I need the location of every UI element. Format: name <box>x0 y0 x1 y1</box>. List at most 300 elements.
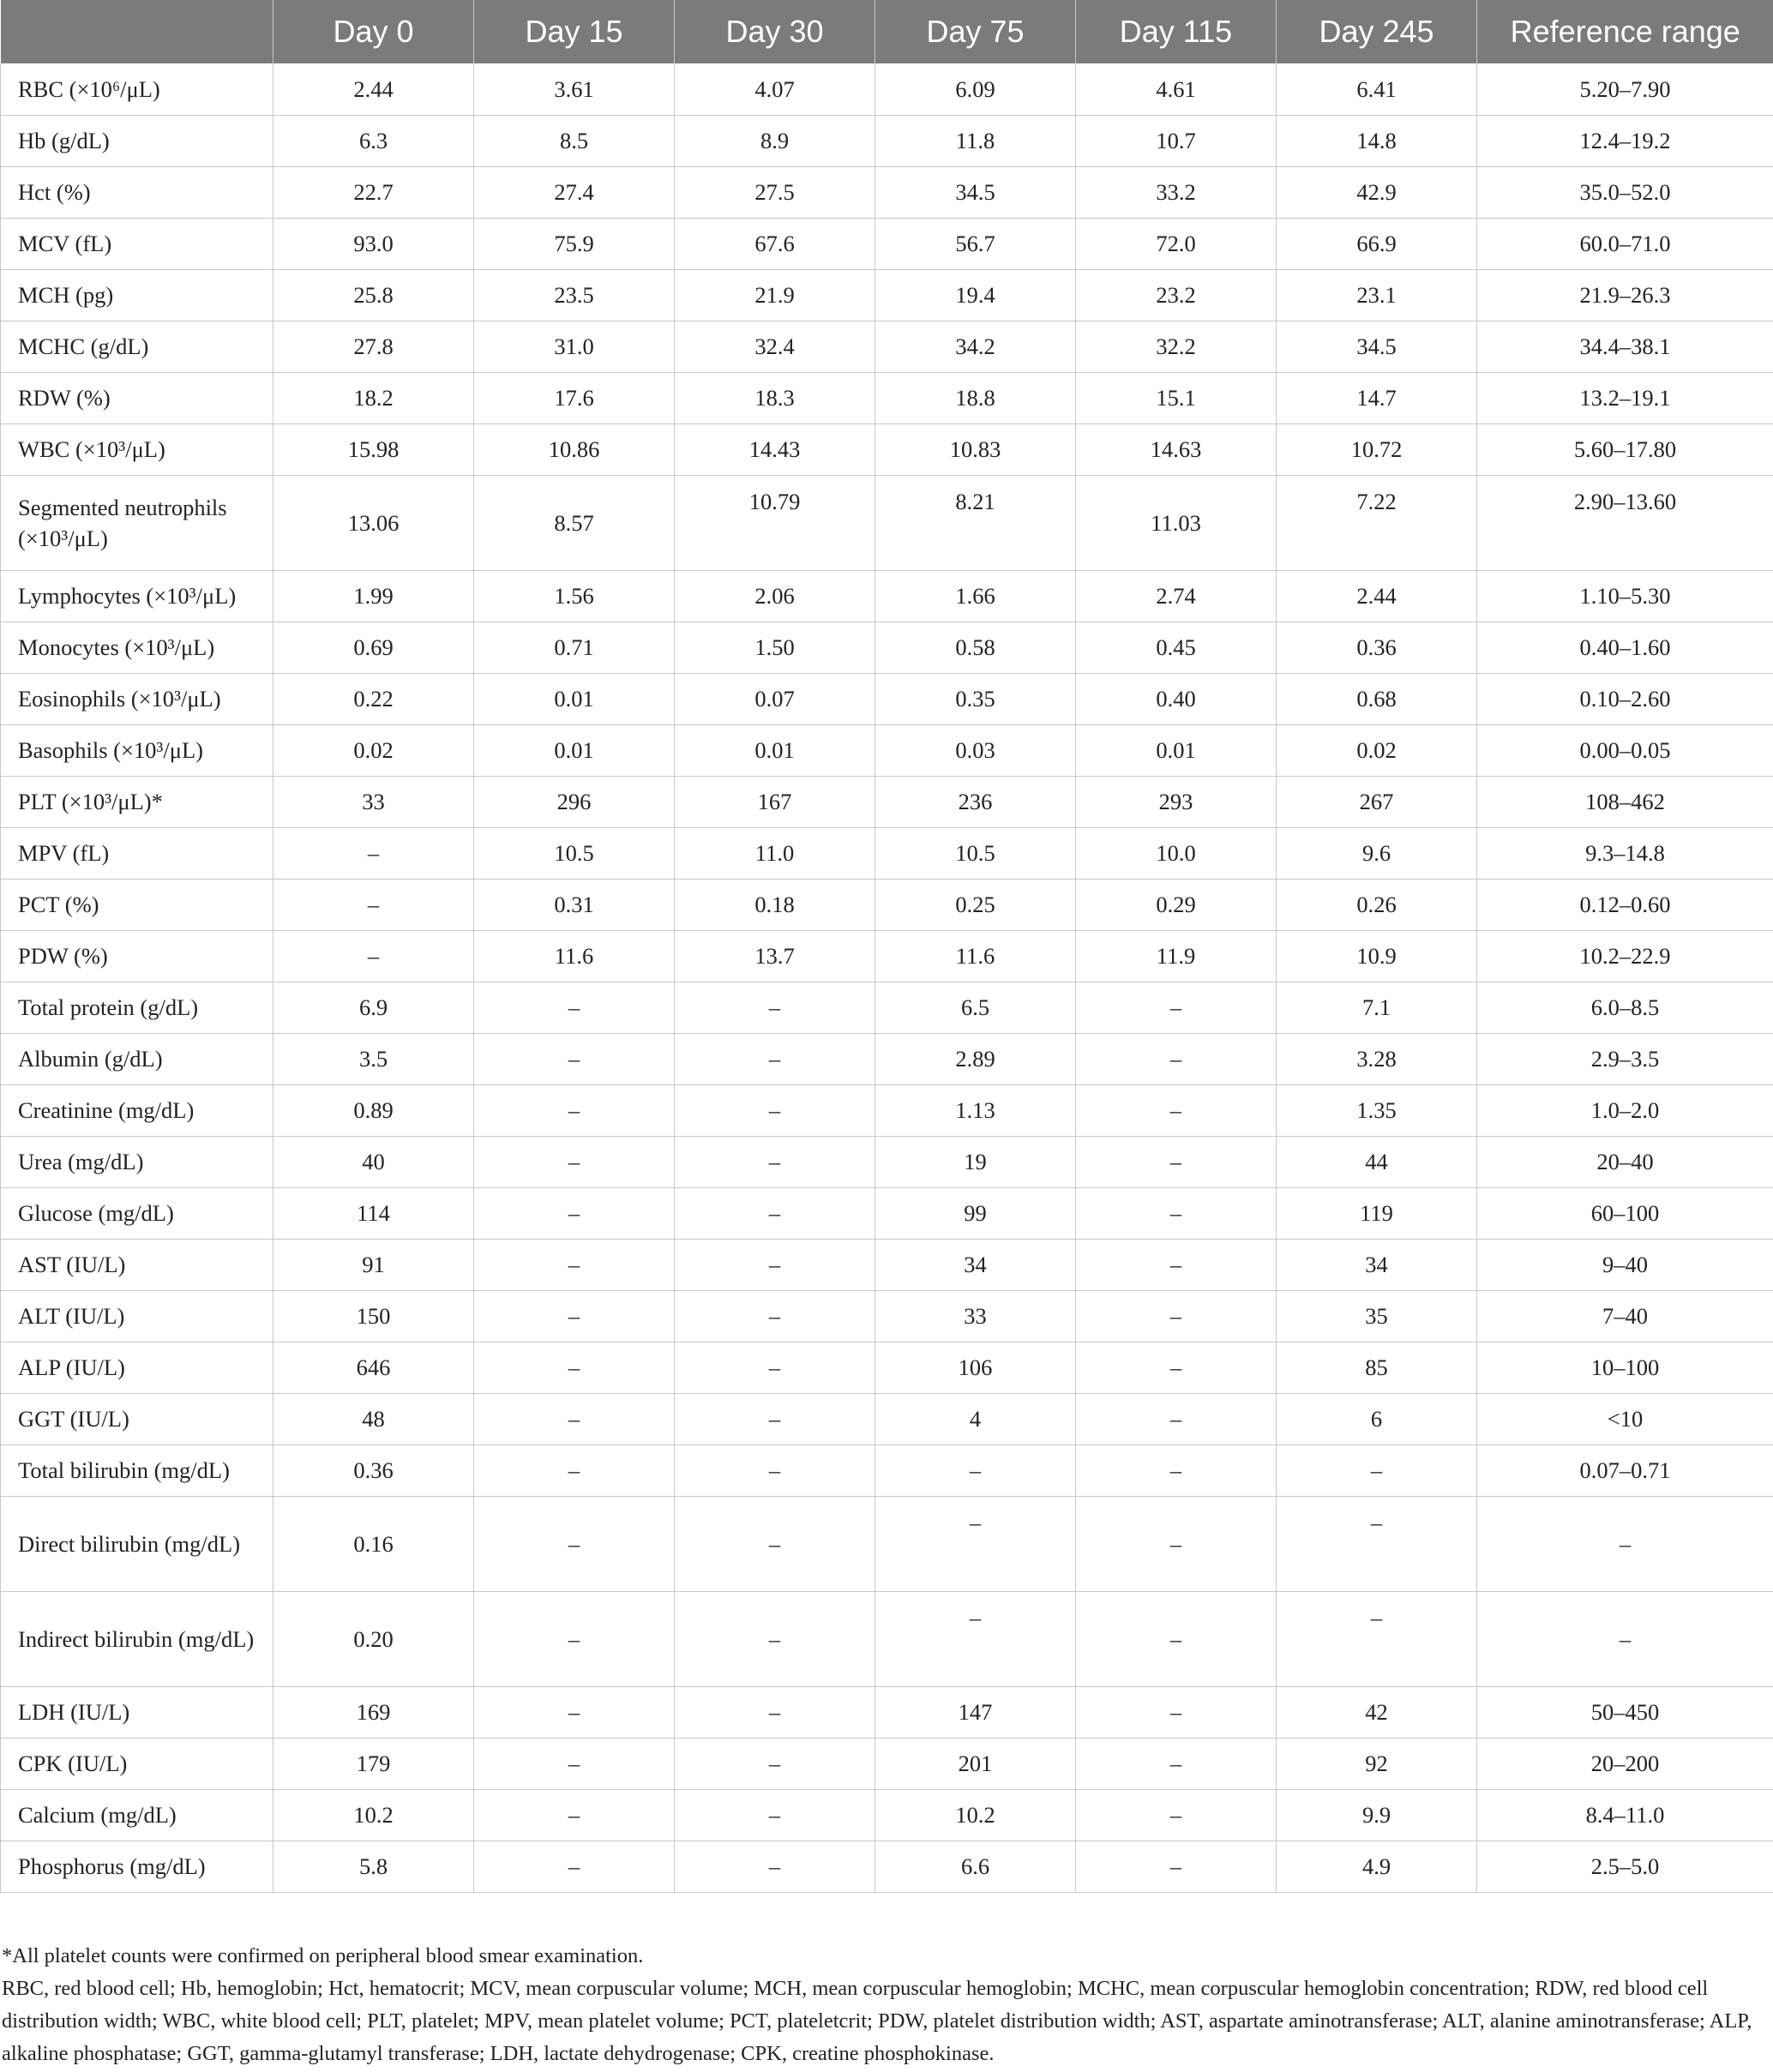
reference-range-cell: 0.40–1.60 <box>1477 622 1773 673</box>
reference-range-cell: 20–40 <box>1477 1136 1773 1187</box>
value-cell: 18.8 <box>875 372 1076 423</box>
value-cell: – <box>1076 1841 1277 1892</box>
value-cell: 10.79 <box>675 475 875 570</box>
value-cell: 33.2 <box>1076 166 1277 218</box>
value-cell: 293 <box>1076 776 1277 827</box>
value-cell: 2.06 <box>675 570 875 622</box>
value-cell: – <box>875 1591 1076 1686</box>
parameter-label: PCT (%) <box>1 879 273 930</box>
value-cell: – <box>474 1342 675 1393</box>
value-cell: 6 <box>1277 1393 1477 1444</box>
parameter-label: MPV (fL) <box>1 827 273 879</box>
value-cell: 40 <box>273 1136 474 1187</box>
value-cell: 14.63 <box>1076 423 1277 475</box>
parameter-label: MCHC (g/dL) <box>1 321 273 372</box>
value-cell: 23.2 <box>1076 269 1277 321</box>
value-cell: 4 <box>875 1393 1076 1444</box>
table-row <box>1 622 1773 673</box>
reference-range-cell: 7–40 <box>1477 1290 1773 1342</box>
value-cell: 11.03 <box>1076 475 1277 570</box>
value-cell: – <box>675 1496 875 1591</box>
table-row <box>1 1444 1773 1496</box>
value-cell: 296 <box>474 776 675 827</box>
table-row <box>1 372 1773 423</box>
header-cell: Day 30 <box>675 0 875 63</box>
table-row <box>1 1239 1773 1290</box>
value-cell: – <box>675 1789 875 1841</box>
value-cell: – <box>273 879 474 930</box>
value-cell: 1.99 <box>273 570 474 622</box>
value-cell: 1.35 <box>1277 1084 1477 1136</box>
value-cell: 22.7 <box>273 166 474 218</box>
value-cell: 13.7 <box>675 930 875 982</box>
reference-range-cell: 2.5–5.0 <box>1477 1841 1773 1892</box>
value-cell: 11.8 <box>875 115 1076 166</box>
value-cell: 0.01 <box>1076 724 1277 776</box>
parameter-label: Phosphorus (mg/dL) <box>1 1841 273 1892</box>
parameter-label: Lymphocytes (×10³/μL) <box>1 570 273 622</box>
value-cell: 19 <box>875 1136 1076 1187</box>
header-cell: Day 245 <box>1277 0 1477 63</box>
value-cell: 48 <box>273 1393 474 1444</box>
reference-range-cell: 60.0–71.0 <box>1477 218 1773 269</box>
value-cell: 27.8 <box>273 321 474 372</box>
reference-range-cell: 2.9–3.5 <box>1477 1033 1773 1084</box>
reference-range-cell: 0.10–2.60 <box>1477 673 1773 724</box>
value-cell: 14.8 <box>1277 115 1477 166</box>
table-row <box>1 724 1773 776</box>
reference-range-cell: 34.4–38.1 <box>1477 321 1773 372</box>
table-row <box>1 1496 1773 1591</box>
reference-range-cell: 5.60–17.80 <box>1477 423 1773 475</box>
value-cell: 4.9 <box>1277 1841 1477 1892</box>
reference-range-cell: 1.10–5.30 <box>1477 570 1773 622</box>
value-cell: 4.07 <box>675 63 875 115</box>
value-cell: 2.89 <box>875 1033 1076 1084</box>
value-cell: 267 <box>1277 776 1477 827</box>
parameter-label: Urea (mg/dL) <box>1 1136 273 1187</box>
value-cell: – <box>1076 1187 1277 1239</box>
table-row <box>1 1393 1773 1444</box>
value-cell: 3.61 <box>474 63 675 115</box>
header-cell: Day 0 <box>273 0 474 63</box>
value-cell: 11.0 <box>675 827 875 879</box>
value-cell: – <box>474 1033 675 1084</box>
reference-range-cell: – <box>1477 1496 1773 1591</box>
platelet-footnote: *All platelet counts were confirmed on peripheral blood smear examination. <box>2 1944 644 1967</box>
value-cell: 3.28 <box>1277 1033 1477 1084</box>
reference-range-cell: 20–200 <box>1477 1738 1773 1789</box>
parameter-label: ALT (IU/L) <box>1 1290 273 1342</box>
value-cell: 179 <box>273 1738 474 1789</box>
table-row <box>1 827 1773 879</box>
value-cell: 1.56 <box>474 570 675 622</box>
value-cell: 10.9 <box>1277 930 1477 982</box>
value-cell: – <box>675 1393 875 1444</box>
value-cell: 0.01 <box>675 724 875 776</box>
value-cell: 10.86 <box>474 423 675 475</box>
reference-range-cell: 10–100 <box>1477 1342 1773 1393</box>
reference-range-cell: 21.9–26.3 <box>1477 269 1773 321</box>
value-cell: – <box>675 1738 875 1789</box>
value-cell: – <box>474 1290 675 1342</box>
value-cell: 8.9 <box>675 115 875 166</box>
value-cell: – <box>1076 1033 1277 1084</box>
value-cell: 18.2 <box>273 372 474 423</box>
table-row <box>1 1738 1773 1789</box>
value-cell: 0.02 <box>273 724 474 776</box>
value-cell: – <box>675 1084 875 1136</box>
value-cell: – <box>474 1084 675 1136</box>
value-cell: – <box>474 1496 675 1591</box>
header-cell: Day 75 <box>875 0 1076 63</box>
value-cell: 0.22 <box>273 673 474 724</box>
value-cell: 72.0 <box>1076 218 1277 269</box>
value-cell: 67.6 <box>675 218 875 269</box>
value-cell: 9.9 <box>1277 1789 1477 1841</box>
parameter-label: Direct bilirubin (mg/dL) <box>1 1496 273 1591</box>
value-cell: 0.18 <box>675 879 875 930</box>
value-cell: 11.6 <box>875 930 1076 982</box>
value-cell: 93.0 <box>273 218 474 269</box>
value-cell: – <box>1277 1591 1477 1686</box>
value-cell: – <box>474 1686 675 1738</box>
reference-range-cell: 9–40 <box>1477 1239 1773 1290</box>
table-row <box>1 475 1773 570</box>
value-cell: 34 <box>875 1239 1076 1290</box>
value-cell: – <box>474 1591 675 1686</box>
value-cell: – <box>1076 1084 1277 1136</box>
value-cell: – <box>1076 1444 1277 1496</box>
table-row <box>1 1033 1773 1084</box>
value-cell: 92 <box>1277 1738 1477 1789</box>
value-cell: – <box>1076 982 1277 1033</box>
table-row <box>1 879 1773 930</box>
parameter-label: WBC (×10³/μL) <box>1 423 273 475</box>
value-cell: 66.9 <box>1277 218 1477 269</box>
reference-range-cell: 1.0–2.0 <box>1477 1084 1773 1136</box>
value-cell: – <box>1076 1686 1277 1738</box>
value-cell: – <box>1076 1738 1277 1789</box>
header-cell-parameter <box>1 0 273 63</box>
value-cell: – <box>675 1841 875 1892</box>
header-cell: Day 115 <box>1076 0 1277 63</box>
value-cell: 0.36 <box>1277 622 1477 673</box>
value-cell: 0.58 <box>875 622 1076 673</box>
value-cell: – <box>1076 1290 1277 1342</box>
value-cell: 0.16 <box>273 1496 474 1591</box>
value-cell: 35 <box>1277 1290 1477 1342</box>
parameter-label: Indirect bilirubin (mg/dL) <box>1 1591 273 1686</box>
value-cell: 19.4 <box>875 269 1076 321</box>
value-cell: 23.1 <box>1277 269 1477 321</box>
reference-range-cell: 0.07–0.71 <box>1477 1444 1773 1496</box>
reference-range-cell: 35.0–52.0 <box>1477 166 1773 218</box>
table-row <box>1 423 1773 475</box>
header-cell: Reference range <box>1477 0 1773 63</box>
value-cell: 106 <box>875 1342 1076 1393</box>
value-cell: 646 <box>273 1342 474 1393</box>
abbreviations-footnote: RBC, red blood cell; Hb, hemoglobin; Hct, hematocrit; MCV, mean corpuscular volume; MCH, mean corpuscular hemoglobin; MCHC, mean corpuscular hemoglobin concentration; RDW, red blood cell distribution width; WBC, white blood cell; PLT, platelet; MPV, mean platelet volume; PCT, plateletcrit; PDW, platelet distribution width; AST, aspartate aminotransferase; ALT, alanine aminotransferase; ALP, alkaline phosphatase; GGT, gamma-glutamyl transferase; LDH, lactate dehydrogenase; CPK, creatine phosphokinase. <box>2 1977 1752 2065</box>
value-cell: 34.2 <box>875 321 1076 372</box>
table-row <box>1 982 1773 1033</box>
value-cell: – <box>675 1290 875 1342</box>
value-cell: 1.13 <box>875 1084 1076 1136</box>
value-cell: 147 <box>875 1686 1076 1738</box>
value-cell: – <box>875 1444 1076 1496</box>
value-cell: 0.26 <box>1277 879 1477 930</box>
table-row <box>1 1342 1773 1393</box>
table-row <box>1 166 1773 218</box>
value-cell: – <box>1076 1789 1277 1841</box>
value-cell: 10.83 <box>875 423 1076 475</box>
parameter-label: MCH (pg) <box>1 269 273 321</box>
value-cell: 14.43 <box>675 423 875 475</box>
table-row <box>1 1686 1773 1738</box>
table-body <box>1 63 1773 1892</box>
value-cell: 4.61 <box>1076 63 1277 115</box>
value-cell: 21.9 <box>675 269 875 321</box>
parameter-label: Total protein (g/dL) <box>1 982 273 1033</box>
value-cell: 10.2 <box>273 1789 474 1841</box>
table-row <box>1 1136 1773 1187</box>
table-row <box>1 930 1773 982</box>
value-cell: 11.6 <box>474 930 675 982</box>
reference-range-cell: 10.2–22.9 <box>1477 930 1773 982</box>
parameter-label: RBC (×10⁶/μL) <box>1 63 273 115</box>
value-cell: 114 <box>273 1187 474 1239</box>
reference-range-cell: 108–462 <box>1477 776 1773 827</box>
table-row <box>1 570 1773 622</box>
value-cell: 0.01 <box>474 724 675 776</box>
table-header-row <box>1 0 1773 63</box>
value-cell: 34 <box>1277 1239 1477 1290</box>
value-cell: – <box>1076 1496 1277 1591</box>
value-cell: 2.44 <box>273 63 474 115</box>
value-cell: 6.9 <box>273 982 474 1033</box>
value-cell: – <box>1076 1393 1277 1444</box>
value-cell: 8.57 <box>474 475 675 570</box>
table-row <box>1 1290 1773 1342</box>
table-row <box>1 1789 1773 1841</box>
parameter-label: AST (IU/L) <box>1 1239 273 1290</box>
reference-range-cell: 8.4–11.0 <box>1477 1789 1773 1841</box>
parameter-label: Total bilirubin (mg/dL) <box>1 1444 273 1496</box>
value-cell: 9.6 <box>1277 827 1477 879</box>
value-cell: 0.71 <box>474 622 675 673</box>
value-cell: 236 <box>875 776 1076 827</box>
value-cell: – <box>875 1496 1076 1591</box>
parameter-label: GGT (IU/L) <box>1 1393 273 1444</box>
value-cell: 0.35 <box>875 673 1076 724</box>
reference-range-cell: 60–100 <box>1477 1187 1773 1239</box>
reference-range-cell: 6.0–8.5 <box>1477 982 1773 1033</box>
value-cell: 119 <box>1277 1187 1477 1239</box>
value-cell: 1.66 <box>875 570 1076 622</box>
value-cell: 7.22 <box>1277 475 1477 570</box>
table-row <box>1 1187 1773 1239</box>
value-cell: 0.07 <box>675 673 875 724</box>
value-cell: 10.72 <box>1277 423 1477 475</box>
value-cell: 2.74 <box>1076 570 1277 622</box>
reference-range-cell: 5.20–7.90 <box>1477 63 1773 115</box>
parameter-label: Monocytes (×10³/μL) <box>1 622 273 673</box>
value-cell: 7.1 <box>1277 982 1477 1033</box>
value-cell: – <box>675 1033 875 1084</box>
value-cell: 6.41 <box>1277 63 1477 115</box>
value-cell: 0.89 <box>273 1084 474 1136</box>
table-row <box>1 673 1773 724</box>
value-cell: 6.5 <box>875 982 1076 1033</box>
value-cell: – <box>273 827 474 879</box>
value-cell: – <box>675 1686 875 1738</box>
value-cell: 0.03 <box>875 724 1076 776</box>
value-cell: 99 <box>875 1187 1076 1239</box>
value-cell: 15.1 <box>1076 372 1277 423</box>
value-cell: 167 <box>675 776 875 827</box>
value-cell: 6.3 <box>273 115 474 166</box>
value-cell: – <box>1277 1496 1477 1591</box>
parameter-label: Albumin (g/dL) <box>1 1033 273 1084</box>
value-cell: 91 <box>273 1239 474 1290</box>
value-cell: – <box>474 982 675 1033</box>
value-cell: 27.4 <box>474 166 675 218</box>
parameter-label: MCV (fL) <box>1 218 273 269</box>
value-cell: – <box>474 1393 675 1444</box>
value-cell: 201 <box>875 1738 1076 1789</box>
value-cell: 10.7 <box>1076 115 1277 166</box>
value-cell: 3.5 <box>273 1033 474 1084</box>
value-cell: – <box>474 1841 675 1892</box>
value-cell: – <box>675 1136 875 1187</box>
value-cell: – <box>474 1136 675 1187</box>
value-cell: 44 <box>1277 1136 1477 1187</box>
value-cell: 25.8 <box>273 269 474 321</box>
value-cell: 5.8 <box>273 1841 474 1892</box>
table-row <box>1 1841 1773 1892</box>
reference-range-cell: 0.12–0.60 <box>1477 879 1773 930</box>
value-cell: 32.2 <box>1076 321 1277 372</box>
parameter-label: Segmented neutrophils (×10³/μL) <box>1 475 273 570</box>
value-cell: 85 <box>1277 1342 1477 1393</box>
value-cell: 0.02 <box>1277 724 1477 776</box>
value-cell: 10.0 <box>1076 827 1277 879</box>
table-row <box>1 63 1773 115</box>
value-cell: 6.09 <box>875 63 1076 115</box>
value-cell: – <box>1076 1591 1277 1686</box>
value-cell: 56.7 <box>875 218 1076 269</box>
value-cell: – <box>474 1738 675 1789</box>
value-cell: 11.9 <box>1076 930 1277 982</box>
value-cell: 42 <box>1277 1686 1477 1738</box>
value-cell: 18.3 <box>675 372 875 423</box>
value-cell: – <box>1076 1239 1277 1290</box>
value-cell: 17.6 <box>474 372 675 423</box>
table-row <box>1 1084 1773 1136</box>
value-cell: 8.5 <box>474 115 675 166</box>
parameter-label: PDW (%) <box>1 930 273 982</box>
value-cell: – <box>273 930 474 982</box>
value-cell: 32.4 <box>675 321 875 372</box>
reference-range-cell: 0.00–0.05 <box>1477 724 1773 776</box>
value-cell: – <box>675 1591 875 1686</box>
value-cell: 13.06 <box>273 475 474 570</box>
reference-range-cell: 2.90–13.60 <box>1477 475 1773 570</box>
reference-range-cell: 9.3–14.8 <box>1477 827 1773 879</box>
parameter-label: ALP (IU/L) <box>1 1342 273 1393</box>
value-cell: 27.5 <box>675 166 875 218</box>
table-row <box>1 218 1773 269</box>
table-row <box>1 776 1773 827</box>
parameter-label: RDW (%) <box>1 372 273 423</box>
value-cell: 42.9 <box>1277 166 1477 218</box>
value-cell: 0.25 <box>875 879 1076 930</box>
table-row <box>1 269 1773 321</box>
value-cell: 0.01 <box>474 673 675 724</box>
table-row <box>1 1591 1773 1686</box>
value-cell: 0.20 <box>273 1591 474 1686</box>
parameter-label: PLT (×10³/μL)* <box>1 776 273 827</box>
value-cell: 169 <box>273 1686 474 1738</box>
value-cell: – <box>1076 1136 1277 1187</box>
value-cell: 15.98 <box>273 423 474 475</box>
value-cell: – <box>1277 1444 1477 1496</box>
value-cell: 2.44 <box>1277 570 1477 622</box>
value-cell: – <box>474 1444 675 1496</box>
parameter-label: Hct (%) <box>1 166 273 218</box>
parameter-label: Eosinophils (×10³/μL) <box>1 673 273 724</box>
value-cell: – <box>675 1239 875 1290</box>
value-cell: – <box>675 1342 875 1393</box>
reference-range-cell: 50–450 <box>1477 1686 1773 1738</box>
value-cell: 10.5 <box>474 827 675 879</box>
reference-range-cell: 12.4–19.2 <box>1477 115 1773 166</box>
reference-range-cell: – <box>1477 1591 1773 1686</box>
value-cell: 0.68 <box>1277 673 1477 724</box>
parameter-label: Creatinine (mg/dL) <box>1 1084 273 1136</box>
value-cell: 8.21 <box>875 475 1076 570</box>
value-cell: – <box>675 1187 875 1239</box>
value-cell: 10.2 <box>875 1789 1076 1841</box>
value-cell: – <box>675 1444 875 1496</box>
parameter-label: Hb (g/dL) <box>1 115 273 166</box>
parameter-label: CPK (IU/L) <box>1 1738 273 1789</box>
value-cell: 33 <box>273 776 474 827</box>
value-cell: 23.5 <box>474 269 675 321</box>
table-row <box>1 115 1773 166</box>
value-cell: 33 <box>875 1290 1076 1342</box>
value-cell: 0.69 <box>273 622 474 673</box>
value-cell: 0.31 <box>474 879 675 930</box>
value-cell: 31.0 <box>474 321 675 372</box>
value-cell: 10.5 <box>875 827 1076 879</box>
value-cell: 0.29 <box>1076 879 1277 930</box>
value-cell: – <box>1076 1342 1277 1393</box>
value-cell: – <box>474 1239 675 1290</box>
header-cell: Day 15 <box>474 0 675 63</box>
reference-range-cell: 13.2–19.1 <box>1477 372 1773 423</box>
value-cell: 14.7 <box>1277 372 1477 423</box>
parameter-label: Glucose (mg/dL) <box>1 1187 273 1239</box>
value-cell: 1.50 <box>675 622 875 673</box>
value-cell: – <box>474 1187 675 1239</box>
value-cell: – <box>675 982 875 1033</box>
table-row <box>1 321 1773 372</box>
value-cell: – <box>474 1789 675 1841</box>
value-cell: 34.5 <box>875 166 1076 218</box>
value-cell: 0.45 <box>1076 622 1277 673</box>
parameter-label: LDH (IU/L) <box>1 1686 273 1738</box>
